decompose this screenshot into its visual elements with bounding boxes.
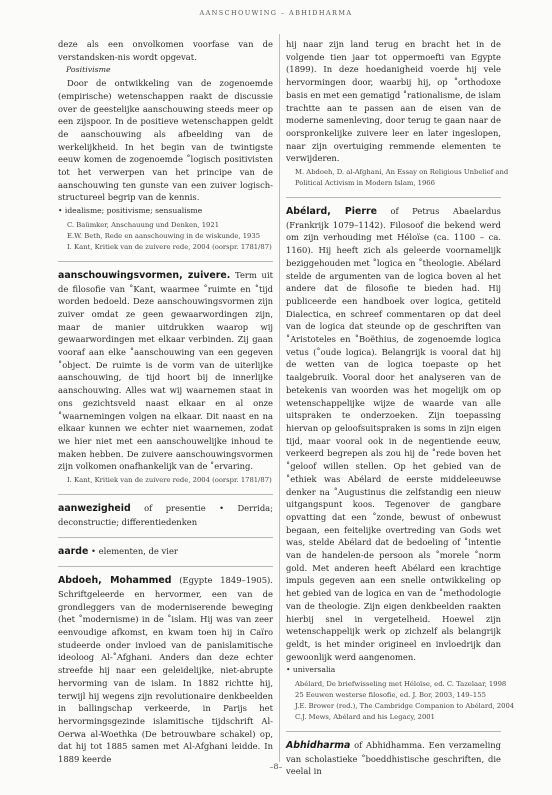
entry-separator: [58, 566, 273, 567]
see-also: • idealisme; positivisme; sensualisme: [58, 206, 203, 216]
entry-headword: Abélard, Pierre: [286, 206, 377, 218]
entry-headword: aanschouwingsvormen, zuivere.: [58, 269, 231, 281]
entry-headword: Abdoeh, Mohammed: [58, 575, 172, 587]
entry-aanwezigheid: [58, 502, 273, 528]
intro-paragraph: deze als een onvolkomen voorfase van de verstandsken-nis wordt opgevat.: [58, 39, 273, 62]
positivisme-subheading: Positivisme: [66, 65, 111, 75]
entry-separator: [58, 261, 273, 262]
entry-separator: [286, 731, 501, 732]
entry-abdoeh: [58, 574, 273, 766]
entry-abelard: [286, 205, 501, 663]
reference: 25 Eeuwen westerse filosofie, ed. J. Bor, 2003, 149–155: [295, 691, 486, 700]
entry-text: of Abhidhamma. Een verzameling van scholastieke ˚boeddhistische geschriften, die veelal in: [286, 740, 501, 777]
reference: C. Baümker, Anschauung und Denken, 1921: [67, 220, 220, 229]
reference: I. Kant, Kritiek van de zuivere rede, 2004 (oorspr. 1781/87): [67, 242, 272, 251]
page-number: –8–: [269, 762, 283, 771]
left-column: [58, 38, 273, 766]
reference: Abélard, De briefwisseling met Héloïse, ed. C. Tazelaar, 1998: [295, 680, 507, 689]
references: [67, 475, 273, 486]
entry-separator: [286, 197, 501, 198]
entry-headword: Abhidharma: [286, 740, 351, 752]
references: [295, 679, 515, 723]
entry-text: • elementen, de vier: [91, 545, 178, 556]
column-divider: [279, 34, 280, 762]
entry-headword: aanwezigheid: [58, 503, 131, 515]
references: [67, 220, 273, 253]
entry-text: of presentie • Derrida; deconstructie; differentiedenken: [58, 503, 273, 527]
entry-aanschouwingsvormen: [58, 269, 273, 473]
see-also: • universalia: [286, 665, 336, 675]
entry-aarde: [58, 545, 273, 559]
entry-abhidharma: [286, 739, 501, 778]
entry-text: of Petrus Abaelardus (Frankrijk 1079–1142). Filosoof die bekend werd om zijn verhouding met Héloïse (ca. 1100 – ca. 1160). Hij heeft zich als geleerde voornamelijk beziggehouden met ˚logica en ˚theologie. Abélard stelde de argumenten van de logica boven al het andere dat de filosofie te bieden had. Hij publiceerde een handboek over logica, getiteld Dialectica, en schreef commentaren op dat deel van de logica dat steunde op de geschriften van ˚Aristoteles en ˚Boëthius, de zogenoemde logica vetus (˚oude logica). Belangrijk is vooral dat hij de wetten van de logica toepaste op het taalgebruik. Vooral door het analyseren van de betekenis van woorden was het mogelijk om op wetenschappelijke wijze de waarde van alle uitspraken te onderzoeken. Zijn toepassing hiervan op geloofsuitspraken is soms in zijn eigen tijd, maar vooral ook in de negentiende eeuw, verkeerd begrepen als zou hij de ˚rede boven het ˚geloof willen stellen. Op het gebied van de ˚ethiek was Abélard de eerste middeleeuwse denker na ˚Augustinus die zelfstandig een nieuw uitgangspunt koos. Tegenover de gangbare opvatting dat een ˚zonde, bewust of onbewust begaan, een feitelijke overtreding van Gods wet was, stelde Abélard dat de bedoeling of ˚intentie van de handelen-de persoon als ˚morele ˚norm gold. Met anderen heeft Abélard een krachtige impuls gegeven aan een snelle ontwikkeling op het gebied van de logica en van de ˚methodologie van de theologie. Zijn eigen denkbeelden raakten hierbij snel in vergetelheid. Hoewel zijn wetenschappelijk werk op zichzelf als belangrijk geldt, is het minder origineel en invloedrijk dan gewoonlijk werd aangenomen.: [286, 206, 501, 662]
reference: E.W. Beth, Rede en aanschouwing in de wiskunde, 1935: [67, 231, 261, 240]
entry-headword: aarde: [58, 545, 89, 557]
reference: I. Kant, Kritiek van de zuivere rede, 2004 (oorspr. 1781/87): [67, 476, 272, 485]
reference: M. Abdoeh, D. al-Afghani, An Essay on Religious Unbelief and: [295, 168, 509, 177]
running-head: AANSCHOUWING – ABHIDHARMA: [199, 9, 353, 17]
references: [295, 167, 509, 189]
reference: Political Activism in Modern Islam, 1966: [295, 179, 435, 188]
reference: J.E. Brower (red.), The Cambridge Companion to Abélard, 2004: [295, 702, 515, 711]
entry-separator: [58, 537, 273, 538]
positivisme-paragraph: Door de ontwikkeling van de zogenoemde (empirische) wetenschappen raakt de discussie over de geestelijke aanschouwing steeds meer op een zijspoor. In de positieve wetenschappen geldt de aanschouwing als afbeelding van de werkelijkheid. In het begin van de twintigste eeuw komen de zogenoemde ˚logisch positivisten tot het verwerpen van het principe van de aanschouwing ten gunste van een zuiver logisch-structureel begrip van de kennis.: [58, 78, 273, 203]
reference: C.J. Mews, Abélard and his Legacy, 2001: [295, 713, 435, 722]
right-column: [286, 38, 515, 778]
entry-text: (Egypte 1849–1905). Schriftgeleerde en hervormer, een van de grondleggers van de moderniserende beweging (het ˚modernisme) in de ˚islam. Hij was van zeer eenvoudige afkomst, en kwam toen hij in Caïro studeerde onder invloed van de panislamitische ideoloog Al-˚Afghani. Anders dan deze echter streefde hij naar een geleidelijke, niet-abrupte hervorming van de islam. In 1882 richtte hij, terwijl hij wegens zijn revolutionaire denkbeelden in ballingschap verkeerde, in Parijs het hervormingsgezinde islamitische tijdschrift Al-Oerwa al-Woethka (De betrouwbare schakel) op, dat hij tot 1885 samen met Al-Afghani leidde. In 1889 keerde: [58, 575, 273, 765]
entry-text: Term uit de filosofie van ˚Kant, waarmee ˚ruimte en ˚tijd worden bedoeld. Deze aanschouwingsvormen zijn zuiver omdat ze geen gewaarwordingen zijn, maar de manier uitdrukken waarop wij gewaarwordingen met elkaar verbinden. Zij gaan vooraf aan elke ˚aanschouwing van een gegeven ˚object. De ruimte is de vorm van de uiterlijke aanschouwing, de tijd hoort bij de innerlijke aanschouwing. Alles wat wij waarnemen staat in ons gezichtsveld naast elkaar en al onze ˚waarnemingen volgen na elkaar. Dit naast en na elkaar kunnen we echter niet waarnemen, zodat we hier niet met een aanschouwelijke inhoud te maken hebben. De zuivere aanschouwingsvormen zijn volkomen onafhankelijk van de ˚ervaring.: [58, 269, 273, 472]
entry-separator: [58, 494, 273, 495]
abdoeh-continuation: hij naar zijn land terug en bracht het in de volgende tien jaar tot oppermoefti van Egypte (1899). In deze hoedanigheid voerde hij vele hervormingen door, waarbij hij, op ˚orthodoxe basis en met een gematigd ˚rationalisme, de islam trachtte aan te passen aan de eisen van de moderne samenleving, door terug te gaan naar de oorspronkelijke zuivere leer en later ingeslopen, naar zijn overtuiging remmende elementen te verwijderen.: [286, 39, 501, 164]
